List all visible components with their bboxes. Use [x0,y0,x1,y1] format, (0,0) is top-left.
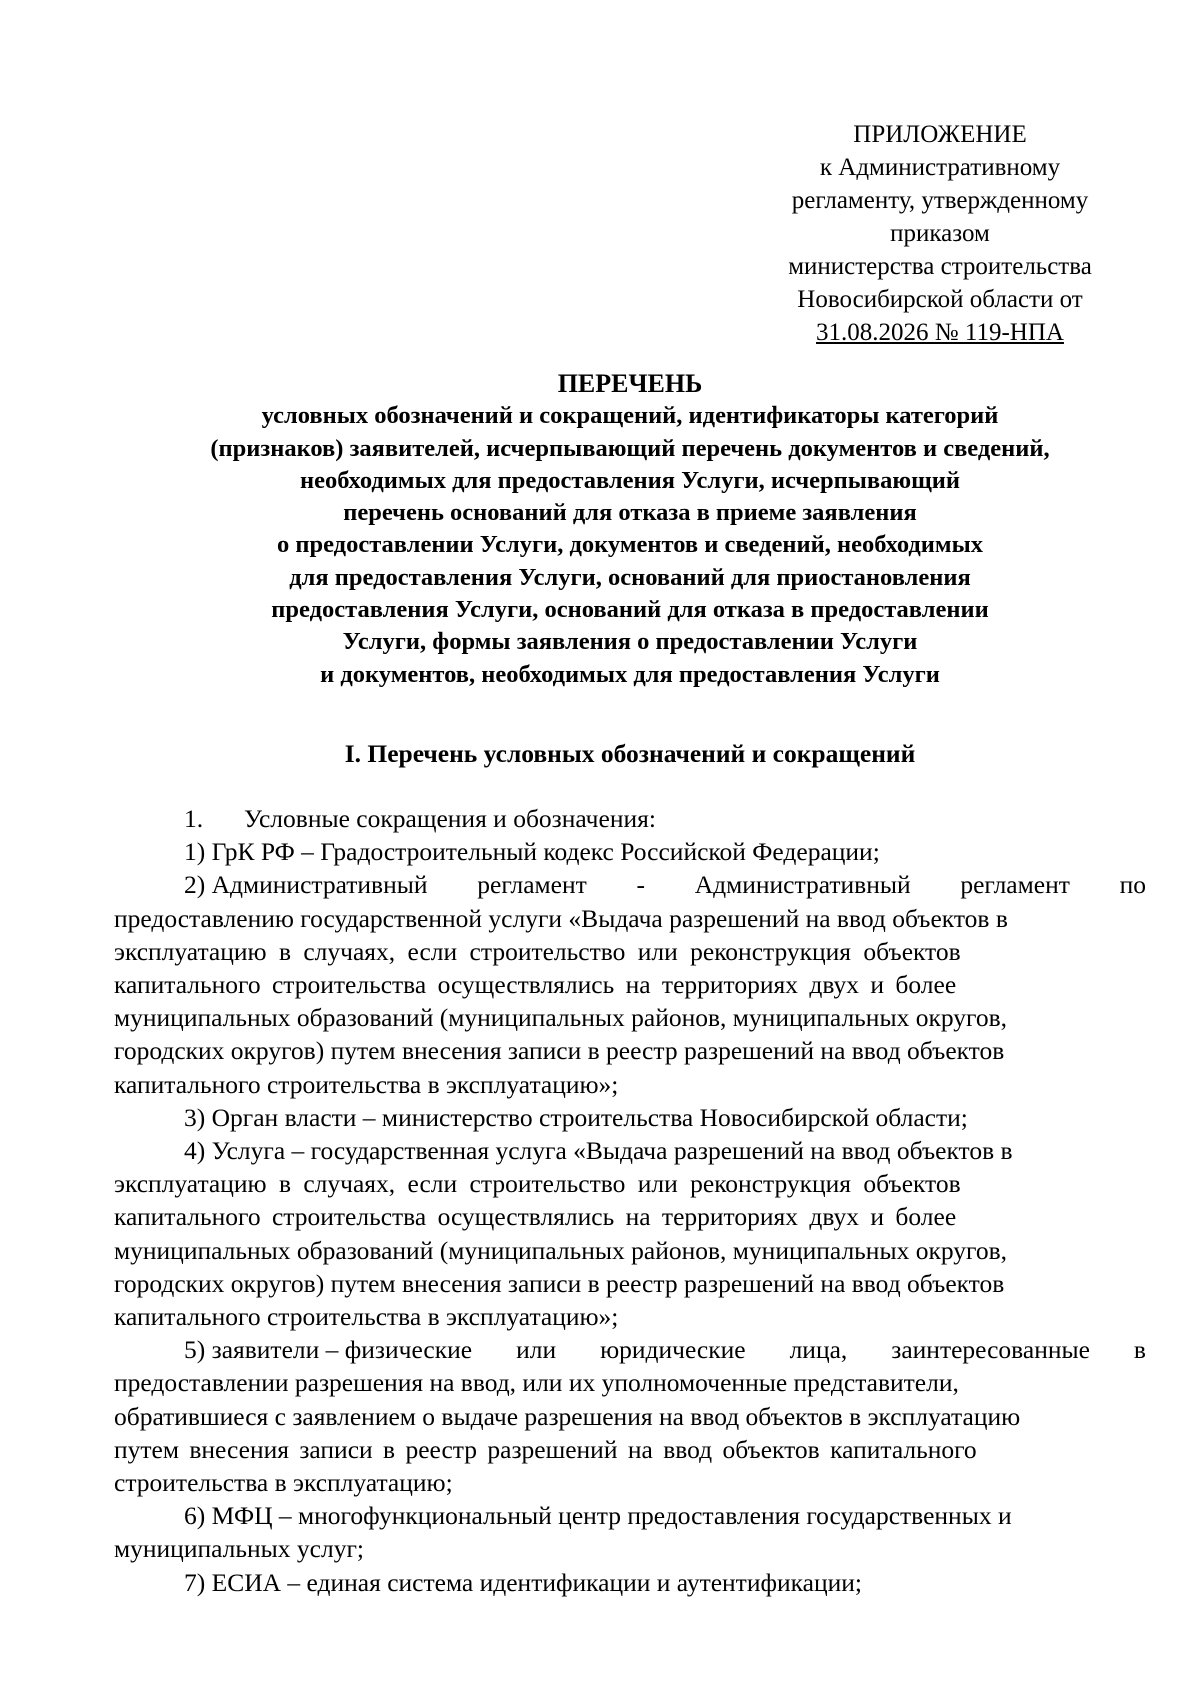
appendix-line: ПРИЛОЖЕНИЕ [853,121,1027,148]
word: в [1133,1335,1146,1365]
word: 2) Административный [184,870,428,900]
item-text: Условные сокращения и обозначения: [244,804,656,833]
title-line: перечень оснований для отказа в приеме заявления [343,499,917,527]
list-item-2-line: муниципальных образований (муниципальных районов, муниципальных округов, [114,1003,1007,1033]
list-item-2-line: капитального строительства в эксплуатацию»; [114,1069,619,1099]
definitions-list [114,802,1146,1599]
word: - [636,870,645,900]
list-item-1: 1) ГрК РФ – Градостроительный кодекс Российской Федерации; [184,837,880,867]
list-item-4-line-1: 4) Услуга – государственная услуга «Выдача разрешений на ввод объектов в [184,1136,1013,1166]
title-line: Услуги, формы заявления о предоставлении Услуги [342,628,918,656]
list-item-5-line: обратившиеся с заявлением о выдаче разрешения на ввод объектов в эксплуатацию [114,1401,1021,1431]
appendix-line: регламенту, утвержденному [791,187,1089,214]
title-line: предоставления Услуги, оснований для отказа в предоставлении [271,596,989,624]
list-item-6-line-1: 6) МФЦ – многофункциональный центр предоставления государственных и [184,1501,1012,1531]
list-item-4-line: эксплуатацию в случаях, если строительство или реконструкция объектов [114,1169,961,1199]
word: по [1119,870,1146,900]
word: регламент [960,870,1070,900]
order-reference: 31.08.2026 № 119-НПА [816,319,1064,346]
title-line: ПЕРЕЧЕНЬ [557,369,703,398]
list-item-4-line: капитального строительства осуществлялись на территориях двух и более [114,1202,957,1232]
list-item-4-line: муниципальных образований (муниципальных районов, муниципальных округов, [114,1235,1007,1265]
list-item-5-line: строительства в эксплуатацию; [114,1468,453,1498]
list-item-2-line-1 [184,868,1146,901]
title-line: условных обозначений и сокращений, идентификаторы категорий [261,402,999,430]
list-item-2-line: городских округов) путем внесения записи в реестр разрешений на ввод объектов [114,1036,1005,1066]
title-line: (признаков) заявителей, исчерпывающий перечень документов и сведений, [210,434,1050,462]
list-item-intro [184,802,1146,835]
list-item-2-line: капитального строительства осуществлялись на территориях двух и более [114,970,957,1000]
word: заинтересованные [891,1335,1090,1365]
appendix-line: Новосибирской области от [797,286,1083,313]
appendix-line: приказом [890,220,990,247]
appendix-block [740,118,1140,349]
title-line: для предоставления Услуги, оснований для приостановления [289,563,971,591]
word: или [516,1335,557,1365]
appendix-line: к Административному [819,154,1061,181]
title-line: и документов, необходимых для предоставления Услуги [320,660,940,688]
section-heading: I. Перечень условных обозначений и сокращений [344,739,916,768]
item-number: 1. [184,804,204,833]
list-item-2-line: предоставлению государственной услуги «Выдача разрешений на ввод объектов в [114,903,1008,933]
title-line: о предоставлении Услуги, документов и сведений, необходимых [277,531,983,559]
appendix-line: министерства строительства [788,253,1092,280]
word: юридические [600,1335,746,1365]
word: регламент [477,870,587,900]
list-item-5-line: предоставлении разрешения на ввод, или их уполномоченные представители, [114,1368,959,1398]
word: 5) заявители – физические [184,1335,473,1365]
list-item-4-line: городских округов) путем внесения записи в реестр разрешений на ввод объектов [114,1268,1005,1298]
list-item-7: 7) ЕСИА – единая система идентификации и аутентификации; [184,1567,862,1597]
list-item-5-line: путем внесения записи в реестр разрешений на ввод объектов капитального [114,1434,977,1464]
title-line: необходимых для предоставления Услуги, исчерпывающий [299,466,961,494]
word: Административный [694,870,911,900]
list-item-3: 3) Орган власти – министерство строительства Новосибирской области; [184,1102,968,1132]
list-item-5-line-1 [184,1333,1146,1366]
list-item-2-line: эксплуатацию в случаях, если строительство или реконструкция объектов [114,936,961,966]
document-title [110,368,1150,691]
list-item-6-line: муниципальных услуг; [114,1534,365,1564]
word: лица, [789,1335,848,1365]
list-item-4-line: капитального строительства в эксплуатацию»; [114,1302,619,1332]
